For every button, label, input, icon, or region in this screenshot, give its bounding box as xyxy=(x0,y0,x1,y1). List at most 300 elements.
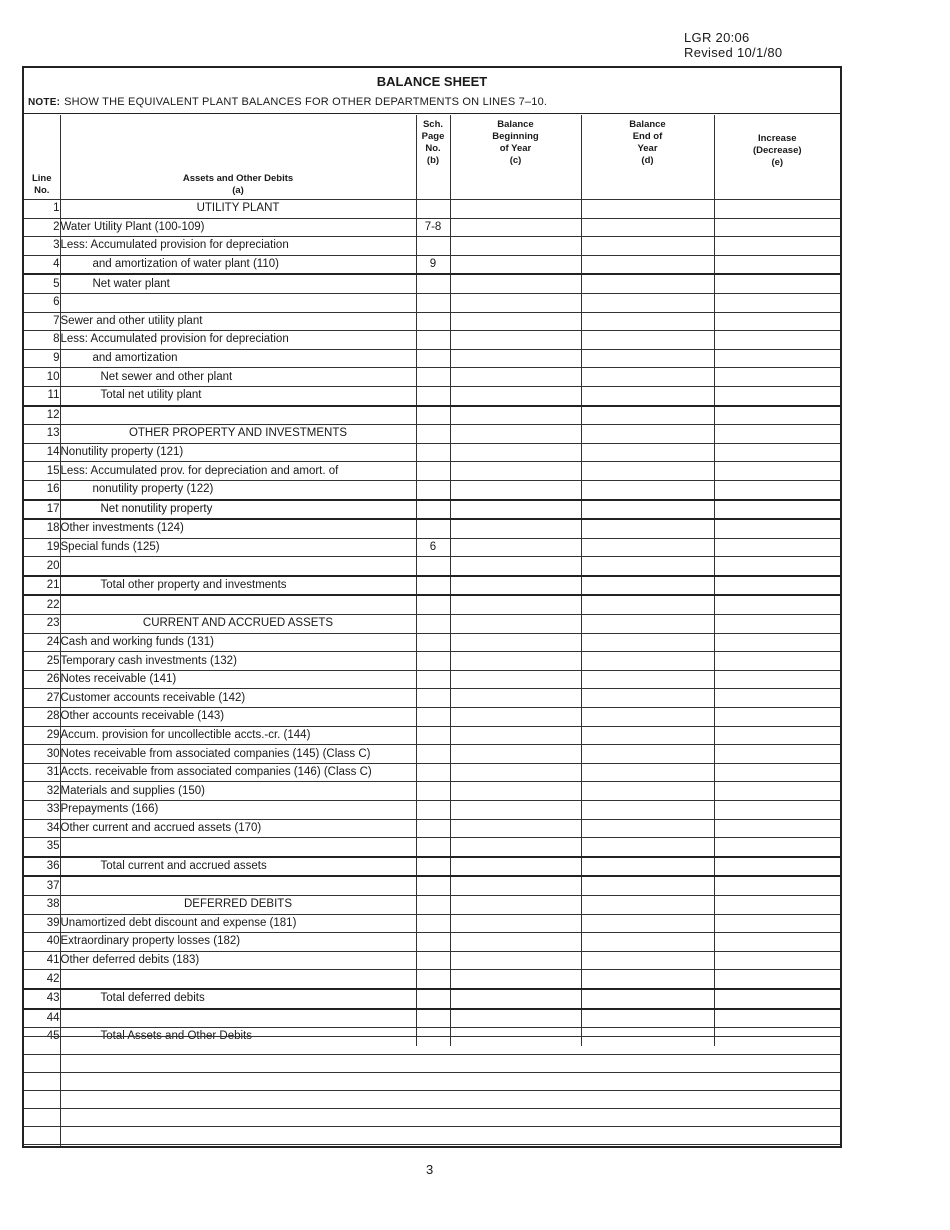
increase-decrease-cell[interactable] xyxy=(714,538,840,557)
line-description: Temporary cash investments (132) xyxy=(60,652,416,671)
balance-beginning-cell[interactable] xyxy=(450,480,581,499)
table-row xyxy=(24,200,840,219)
line-description: Customer accounts receivable (142) xyxy=(60,689,416,708)
balance-end-cell[interactable] xyxy=(581,331,714,350)
sch-page-cell xyxy=(416,406,450,425)
balance-beginning-cell[interactable] xyxy=(450,349,581,368)
sch-page-cell xyxy=(416,857,450,877)
table-row xyxy=(24,218,840,237)
line-number: 23 xyxy=(24,615,60,634)
increase-decrease-cell[interactable] xyxy=(714,386,840,405)
line-number: 26 xyxy=(24,670,60,689)
balance-end-cell[interactable] xyxy=(581,763,714,782)
increase-decrease-cell[interactable] xyxy=(714,895,840,914)
line-description: Materials and supplies (150) xyxy=(60,782,416,801)
table-row xyxy=(24,386,840,405)
line-number: 1 xyxy=(24,200,60,219)
increase-decrease-cell[interactable] xyxy=(714,595,840,614)
table-row xyxy=(24,576,840,596)
sch-page-cell xyxy=(416,576,450,596)
table-row xyxy=(24,951,840,970)
line-description: Other accounts receivable (143) xyxy=(60,708,416,727)
table-row xyxy=(24,782,840,801)
increase-decrease-cell[interactable] xyxy=(714,914,840,933)
increase-decrease-cell[interactable] xyxy=(714,425,840,444)
increase-decrease-cell[interactable] xyxy=(714,368,840,387)
increase-decrease-cell[interactable] xyxy=(714,312,840,331)
balance-beginning-cell[interactable] xyxy=(450,425,581,444)
balance-end-cell[interactable] xyxy=(581,933,714,952)
balance-beginning-cell[interactable] xyxy=(450,237,581,256)
sch-page-cell xyxy=(416,970,450,989)
increase-decrease-cell[interactable] xyxy=(714,708,840,727)
balance-end-cell[interactable] xyxy=(581,726,714,745)
increase-decrease-cell[interactable] xyxy=(714,293,840,312)
balance-end-cell[interactable] xyxy=(581,708,714,727)
balance-beginning-cell[interactable] xyxy=(450,970,581,989)
balance-beginning-cell[interactable] xyxy=(450,670,581,689)
line-number: 28 xyxy=(24,708,60,727)
balance-sheet-form xyxy=(22,66,842,1148)
increase-decrease-cell[interactable] xyxy=(714,782,840,801)
balance-beginning-cell[interactable] xyxy=(450,633,581,652)
line-number: 6 xyxy=(24,293,60,312)
balance-end-cell[interactable] xyxy=(581,615,714,634)
line-number: 31 xyxy=(24,763,60,782)
balance-end-cell[interactable] xyxy=(581,200,714,219)
line-description: Other current and accrued assets (170) xyxy=(60,819,416,838)
line-description: Cash and working funds (131) xyxy=(60,633,416,652)
table-row xyxy=(24,970,840,989)
line-description: Total net utility plant xyxy=(60,386,416,405)
table-row xyxy=(24,708,840,727)
line-number: 8 xyxy=(24,331,60,350)
balance-beginning-cell[interactable] xyxy=(450,615,581,634)
line-number: 9 xyxy=(24,349,60,368)
increase-decrease-cell[interactable] xyxy=(714,633,840,652)
sch-page-cell: 6 xyxy=(416,538,450,557)
increase-decrease-cell[interactable] xyxy=(714,255,840,274)
balance-end-cell[interactable] xyxy=(581,989,714,1009)
table-row xyxy=(24,615,840,634)
sch-page-cell xyxy=(416,708,450,727)
table-row xyxy=(24,895,840,914)
line-number: 38 xyxy=(24,895,60,914)
balance-beginning-cell[interactable] xyxy=(450,500,581,520)
increase-decrease-cell[interactable] xyxy=(714,745,840,764)
line-description: Notes receivable from associated companies (145) (Class C) xyxy=(60,745,416,764)
table-row xyxy=(24,538,840,557)
line-description: Other investments (124) xyxy=(60,519,416,538)
balance-beginning-cell[interactable] xyxy=(450,989,581,1009)
balance-beginning-cell[interactable] xyxy=(450,838,581,857)
line-description: Less: Accumulated prov. for depreciation and amort. of xyxy=(60,462,416,481)
sch-page-cell xyxy=(416,519,450,538)
line-description: Total Assets and Other Debits xyxy=(60,1028,416,1046)
balance-beginning-cell[interactable] xyxy=(450,745,581,764)
line-description: OTHER PROPERTY AND INVESTMENTS xyxy=(60,425,416,444)
balance-beginning-cell[interactable] xyxy=(450,200,581,219)
line-description: Less: Accumulated provision for depreciation xyxy=(60,331,416,350)
note-label: NOTE: xyxy=(28,97,61,108)
balance-beginning-cell[interactable] xyxy=(450,386,581,405)
sch-page-cell xyxy=(416,782,450,801)
increase-decrease-cell[interactable] xyxy=(714,652,840,671)
balance-beginning-cell[interactable] xyxy=(450,914,581,933)
line-number: 24 xyxy=(24,633,60,652)
line-description: Extraordinary property losses (182) xyxy=(60,933,416,952)
increase-decrease-cell[interactable] xyxy=(714,576,840,596)
balance-beginning-cell[interactable] xyxy=(450,368,581,387)
line-description: DEFERRED DEBITS xyxy=(60,895,416,914)
balance-end-cell[interactable] xyxy=(581,576,714,596)
balance-end-cell[interactable] xyxy=(581,838,714,857)
balance-end-cell[interactable] xyxy=(581,519,714,538)
line-number: 27 xyxy=(24,689,60,708)
table-row xyxy=(24,519,840,538)
increase-decrease-cell[interactable] xyxy=(714,443,840,462)
sch-page-cell xyxy=(416,801,450,820)
balance-end-cell[interactable] xyxy=(581,782,714,801)
increase-decrease-cell[interactable] xyxy=(714,933,840,952)
balance-end-cell[interactable] xyxy=(581,425,714,444)
balance-end-cell[interactable] xyxy=(581,500,714,520)
balance-end-cell[interactable] xyxy=(581,368,714,387)
sch-page-cell xyxy=(416,895,450,914)
balance-beginning-cell[interactable] xyxy=(450,538,581,557)
balance-beginning-cell[interactable] xyxy=(450,331,581,350)
line-description: Nonutility property (121) xyxy=(60,443,416,462)
table-row xyxy=(24,425,840,444)
table-row xyxy=(24,857,840,877)
increase-decrease-cell[interactable] xyxy=(714,726,840,745)
sch-page-cell xyxy=(416,274,450,293)
sch-page-cell xyxy=(416,349,450,368)
line-description xyxy=(60,595,416,614)
note-divider xyxy=(24,113,840,114)
balance-beginning-cell[interactable] xyxy=(450,876,581,895)
form-code: LGR 20:06 xyxy=(684,30,750,45)
balance-end-cell[interactable] xyxy=(581,914,714,933)
line-number: 34 xyxy=(24,819,60,838)
table-row xyxy=(24,368,840,387)
balance-end-cell[interactable] xyxy=(581,633,714,652)
balance-sheet-table xyxy=(24,115,840,1046)
sch-page-cell xyxy=(416,615,450,634)
balance-end-cell[interactable] xyxy=(581,443,714,462)
line-description: Accts. receivable from associated companies (146) (Class C) xyxy=(60,763,416,782)
table-row xyxy=(24,480,840,499)
balance-end-cell[interactable] xyxy=(581,237,714,256)
note-line xyxy=(28,96,547,108)
line-description: CURRENT AND ACCRUED ASSETS xyxy=(60,615,416,634)
balance-end-cell[interactable] xyxy=(581,557,714,576)
table-row xyxy=(24,274,840,293)
line-number: 19 xyxy=(24,538,60,557)
blank-ruled-line xyxy=(24,1072,840,1073)
line-description: Other deferred debits (183) xyxy=(60,951,416,970)
increase-decrease-cell[interactable] xyxy=(714,970,840,989)
line-number: 20 xyxy=(24,557,60,576)
sch-page-cell xyxy=(416,500,450,520)
line-number: 37 xyxy=(24,876,60,895)
balance-beginning-cell[interactable] xyxy=(450,819,581,838)
header-balance-beginning: Balance Beginning of Year (c) xyxy=(450,115,581,200)
sch-page-cell xyxy=(416,726,450,745)
balance-beginning-cell[interactable] xyxy=(450,293,581,312)
sch-page-cell xyxy=(416,633,450,652)
increase-decrease-cell[interactable] xyxy=(714,615,840,634)
sch-page-cell xyxy=(416,331,450,350)
balance-end-cell[interactable] xyxy=(581,218,714,237)
header-assets: Assets and Other Debits (a) xyxy=(60,115,416,200)
balance-beginning-cell[interactable] xyxy=(450,557,581,576)
line-number: 35 xyxy=(24,838,60,857)
form-revision: Revised 10/1/80 xyxy=(684,45,783,60)
line-description xyxy=(60,557,416,576)
balance-beginning-cell[interactable] xyxy=(450,951,581,970)
increase-decrease-cell[interactable] xyxy=(714,331,840,350)
table-row xyxy=(24,293,840,312)
balance-end-cell[interactable] xyxy=(581,951,714,970)
balance-beginning-cell[interactable] xyxy=(450,895,581,914)
table-row xyxy=(24,349,840,368)
table-row xyxy=(24,763,840,782)
sch-page-cell xyxy=(416,876,450,895)
sch-page-cell xyxy=(416,595,450,614)
balance-end-cell[interactable] xyxy=(581,462,714,481)
balance-end-cell[interactable] xyxy=(581,386,714,405)
table-row xyxy=(24,876,840,895)
balance-end-cell[interactable] xyxy=(581,857,714,877)
sch-page-cell xyxy=(416,819,450,838)
form-identifier xyxy=(684,30,782,60)
table-row xyxy=(24,726,840,745)
increase-decrease-cell[interactable] xyxy=(714,689,840,708)
table-row xyxy=(24,633,840,652)
balance-beginning-cell[interactable] xyxy=(450,312,581,331)
increase-decrease-cell[interactable] xyxy=(714,500,840,520)
table-row xyxy=(24,670,840,689)
increase-decrease-cell[interactable] xyxy=(714,876,840,895)
balance-end-cell[interactable] xyxy=(581,819,714,838)
sch-page-cell xyxy=(416,763,450,782)
increase-decrease-cell[interactable] xyxy=(714,557,840,576)
increase-decrease-cell[interactable] xyxy=(714,951,840,970)
line-description xyxy=(60,970,416,989)
balance-end-cell[interactable] xyxy=(581,274,714,293)
line-number: 30 xyxy=(24,745,60,764)
balance-beginning-cell[interactable] xyxy=(450,763,581,782)
balance-end-cell[interactable] xyxy=(581,970,714,989)
table-row xyxy=(24,838,840,857)
line-description: Unamortized debt discount and expense (181) xyxy=(60,914,416,933)
sch-page-cell xyxy=(416,312,450,331)
balance-beginning-cell[interactable] xyxy=(450,652,581,671)
balance-end-cell[interactable] xyxy=(581,745,714,764)
balance-end-cell[interactable] xyxy=(581,652,714,671)
table-row xyxy=(24,689,840,708)
line-description xyxy=(60,293,416,312)
line-number: 29 xyxy=(24,726,60,745)
blank-continuation-area xyxy=(24,1018,840,1146)
line-description: Net sewer and other plant xyxy=(60,368,416,387)
increase-decrease-cell[interactable] xyxy=(714,200,840,219)
header-increase-decrease: Increase (Decrease) (e) xyxy=(714,115,840,200)
line-description: Total deferred debits xyxy=(60,989,416,1009)
line-description: Water Utility Plant (100-109) xyxy=(60,218,416,237)
sch-page-cell xyxy=(416,745,450,764)
increase-decrease-cell[interactable] xyxy=(714,819,840,838)
balance-beginning-cell[interactable] xyxy=(450,443,581,462)
balance-beginning-cell[interactable] xyxy=(450,726,581,745)
table-row xyxy=(24,443,840,462)
sch-page-cell xyxy=(416,557,450,576)
line-number: 44 xyxy=(24,1009,60,1028)
table-row xyxy=(24,462,840,481)
blank-ruled-line xyxy=(24,1054,840,1055)
balance-end-cell[interactable] xyxy=(581,349,714,368)
increase-decrease-cell[interactable] xyxy=(714,857,840,877)
line-number: 14 xyxy=(24,443,60,462)
balance-end-cell[interactable] xyxy=(581,406,714,425)
line-description: and amortization xyxy=(60,349,416,368)
balance-end-cell[interactable] xyxy=(581,801,714,820)
line-number: 45 xyxy=(24,1028,60,1046)
line-number: 39 xyxy=(24,914,60,933)
header-line-no: Line No. xyxy=(31,173,52,196)
sch-page-cell xyxy=(416,462,450,481)
sch-page-cell xyxy=(416,689,450,708)
line-number: 21 xyxy=(24,576,60,596)
line-description: Net nonutility property xyxy=(60,500,416,520)
increase-decrease-cell[interactable] xyxy=(714,349,840,368)
table-row xyxy=(24,819,840,838)
blank-ruled-line xyxy=(24,1108,840,1109)
increase-decrease-cell[interactable] xyxy=(714,218,840,237)
line-number: 32 xyxy=(24,782,60,801)
increase-decrease-cell[interactable] xyxy=(714,237,840,256)
table-row xyxy=(24,312,840,331)
table-row xyxy=(24,237,840,256)
sch-page-cell xyxy=(416,443,450,462)
line-number: 2 xyxy=(24,218,60,237)
balance-beginning-cell[interactable] xyxy=(450,708,581,727)
table-row xyxy=(24,331,840,350)
balance-sheet-rows xyxy=(24,200,840,1046)
blank-ruled-line xyxy=(24,1126,840,1127)
balance-end-cell[interactable] xyxy=(581,595,714,614)
increase-decrease-cell[interactable] xyxy=(714,801,840,820)
increase-decrease-cell[interactable] xyxy=(714,274,840,293)
table-row xyxy=(24,933,840,952)
line-number: 3 xyxy=(24,237,60,256)
sch-page-cell: 7-8 xyxy=(416,218,450,237)
table-row xyxy=(24,652,840,671)
increase-decrease-cell[interactable] xyxy=(714,838,840,857)
sch-page-cell xyxy=(416,838,450,857)
line-number: 43 xyxy=(24,989,60,1009)
sch-page-cell xyxy=(416,293,450,312)
balance-end-cell[interactable] xyxy=(581,293,714,312)
line-number: 12 xyxy=(24,406,60,425)
balance-beginning-cell[interactable] xyxy=(450,218,581,237)
line-description xyxy=(60,838,416,857)
header-balance-end: Balance End of Year (d) xyxy=(581,115,714,200)
balance-beginning-cell[interactable] xyxy=(450,689,581,708)
table-row xyxy=(24,989,840,1009)
balance-beginning-cell[interactable] xyxy=(450,406,581,425)
increase-decrease-cell[interactable] xyxy=(714,406,840,425)
balance-end-cell[interactable] xyxy=(581,689,714,708)
line-description: Total current and accrued assets xyxy=(60,857,416,877)
balance-beginning-cell[interactable] xyxy=(450,519,581,538)
balance-end-cell[interactable] xyxy=(581,895,714,914)
line-description: and amortization of water plant (110) xyxy=(60,255,416,274)
balance-beginning-cell[interactable] xyxy=(450,801,581,820)
balance-beginning-cell[interactable] xyxy=(450,576,581,596)
increase-decrease-cell[interactable] xyxy=(714,763,840,782)
line-number: 25 xyxy=(24,652,60,671)
balance-end-cell[interactable] xyxy=(581,670,714,689)
table-row xyxy=(24,406,840,425)
sch-page-cell xyxy=(416,368,450,387)
line-description: Sewer and other utility plant xyxy=(60,312,416,331)
header-row xyxy=(24,115,840,200)
note-text: SHOW THE EQUIVALENT PLANT BALANCES FOR OTHER DEPARTMENTS ON LINES 7–10. xyxy=(64,96,548,108)
table-row xyxy=(24,500,840,520)
header-sch-page: Sch. Page No. (b) xyxy=(416,115,450,200)
balance-beginning-cell[interactable] xyxy=(450,255,581,274)
sch-page-cell xyxy=(416,933,450,952)
balance-beginning-cell[interactable] xyxy=(450,462,581,481)
table-row xyxy=(24,745,840,764)
blank-ruled-line xyxy=(24,1036,840,1037)
table-row xyxy=(24,801,840,820)
balance-beginning-cell[interactable] xyxy=(450,274,581,293)
sch-page-cell xyxy=(416,480,450,499)
increase-decrease-cell[interactable] xyxy=(714,462,840,481)
balance-beginning-cell[interactable] xyxy=(450,595,581,614)
blank-ruled-line xyxy=(24,1144,840,1145)
balance-end-cell[interactable] xyxy=(581,876,714,895)
increase-decrease-cell[interactable] xyxy=(714,480,840,499)
balance-beginning-cell[interactable] xyxy=(450,782,581,801)
balance-end-cell[interactable] xyxy=(581,312,714,331)
page-title: BALANCE SHEET xyxy=(376,74,488,89)
line-number: 40 xyxy=(24,933,60,952)
line-description: Accum. provision for uncollectible accts.-cr. (144) xyxy=(60,726,416,745)
line-description: nonutility property (122) xyxy=(60,480,416,499)
table-row xyxy=(24,595,840,614)
balance-end-cell[interactable] xyxy=(581,255,714,274)
balance-beginning-cell[interactable] xyxy=(450,857,581,877)
line-number: 33 xyxy=(24,801,60,820)
line-number: 18 xyxy=(24,519,60,538)
line-number: 10 xyxy=(24,368,60,387)
sch-page-cell: 9 xyxy=(416,255,450,274)
increase-decrease-cell[interactable] xyxy=(714,989,840,1009)
table-row xyxy=(24,557,840,576)
page-number: 3 xyxy=(426,1162,434,1177)
sch-page-cell xyxy=(416,914,450,933)
sch-page-cell xyxy=(416,237,450,256)
balance-beginning-cell[interactable] xyxy=(450,933,581,952)
increase-decrease-cell[interactable] xyxy=(714,519,840,538)
increase-decrease-cell[interactable] xyxy=(714,670,840,689)
balance-end-cell[interactable] xyxy=(581,538,714,557)
balance-end-cell[interactable] xyxy=(581,480,714,499)
